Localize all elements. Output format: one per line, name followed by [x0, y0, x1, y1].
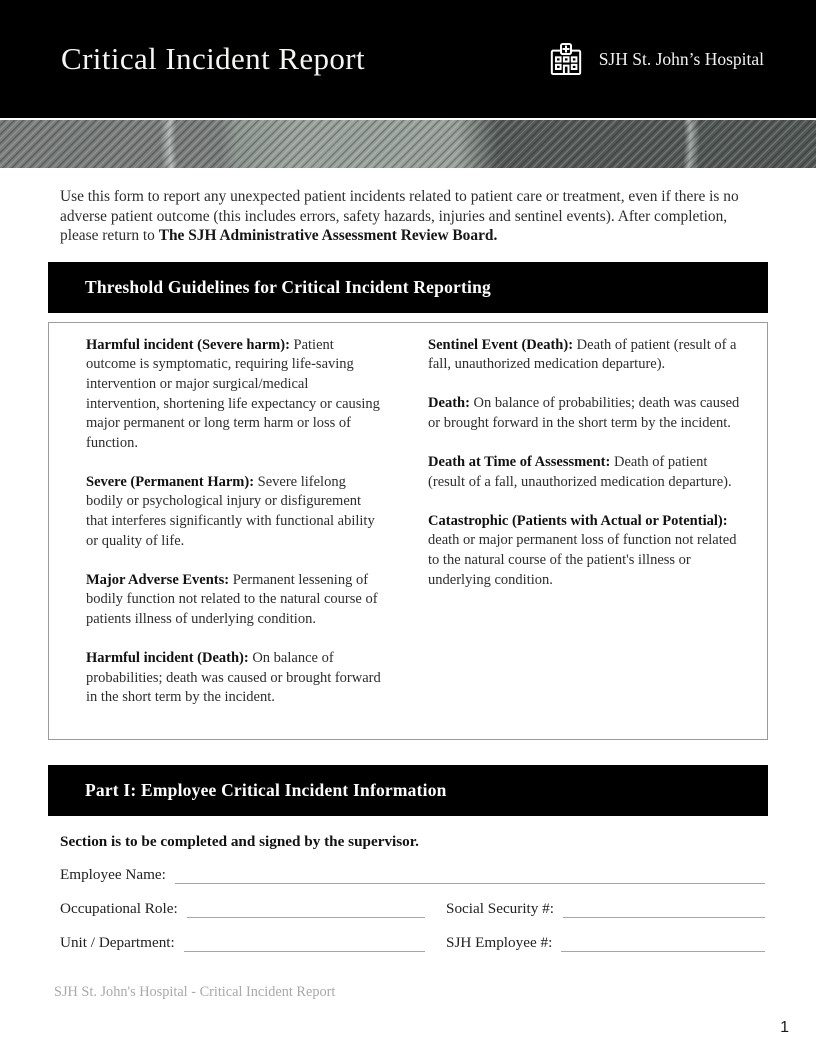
- guideline-definition: death or major permanent loss of function not related to the natural course of the patient's illness or underlying condition.: [428, 532, 737, 588]
- guidelines-section-banner: [48, 262, 768, 313]
- part1-section-title: Part I: Employee Critical Incident Information: [85, 779, 447, 800]
- occupational-role-field[interactable]: [187, 900, 425, 918]
- intro-paragraph: [60, 187, 763, 246]
- guidelines-section-title: Threshold Guidelines for Critical Incident Reporting: [85, 276, 491, 297]
- guideline-term: Severe (Permanent Harm):: [86, 473, 255, 490]
- role-ssn-row: [60, 897, 765, 918]
- guideline-item: [428, 394, 741, 433]
- guidelines-left-column: [86, 336, 383, 727]
- page-title: Critical Incident Report: [61, 41, 366, 76]
- employee-name-label: Employee Name:: [60, 865, 166, 883]
- guidelines-right-column: [428, 336, 741, 727]
- guideline-term: Death:: [428, 395, 470, 412]
- guideline-item: [428, 453, 741, 492]
- guideline-item: [86, 649, 383, 708]
- guideline-term: Harmful incident (Severe harm):: [86, 336, 290, 353]
- guideline-item: [428, 336, 741, 375]
- supervisor-note: Section is to be completed and signed by the supervisor.: [60, 832, 419, 850]
- occupational-role-label: Occupational Role:: [60, 899, 178, 917]
- social-security-label: Social Security #:: [446, 899, 554, 917]
- guideline-definition: Severe lifelong bodily or psychological injury or disfigurement that interferes significantly with functional ability or quality of life.: [86, 473, 375, 549]
- guideline-definition: Permanent lessening of bodily function not related to the natural course of patients illness of underlying condition.: [86, 571, 378, 627]
- unit-employee-row: [60, 931, 765, 952]
- guidelines-box: [48, 322, 768, 740]
- guideline-term: Harmful incident (Death):: [86, 650, 249, 666]
- unit-department-field[interactable]: [184, 934, 425, 952]
- guideline-term: Major Adverse Events:: [86, 571, 230, 588]
- employee-name-field[interactable]: [175, 866, 765, 884]
- guideline-definition: On balance of probabilities; death was caused or brought forward in the short term by the incident.: [428, 395, 740, 432]
- hospital-name: SJH St. John’s Hospital: [598, 48, 764, 69]
- intro-bold-text: The SJH Administrative Assessment Review Board.: [158, 227, 498, 245]
- guideline-item: [428, 512, 741, 590]
- page-number: 1: [780, 1019, 789, 1036]
- guideline-item: [86, 336, 383, 454]
- guideline-item: [86, 473, 383, 551]
- guideline-definition: On balance of probabilities; death was caused or brought forward in the short term by the incident.: [86, 650, 381, 706]
- guideline-definition: Death of patient (result of a fall, unauthorized medication departure).: [428, 336, 737, 373]
- sjh-employee-label: SJH Employee #:: [446, 933, 553, 951]
- guideline-term: Death at Time of Assessment:: [428, 454, 611, 471]
- guideline-definition: Death of patient (result of a fall, unauthorized medication departure).: [428, 454, 732, 490]
- social-security-field[interactable]: [563, 900, 765, 918]
- guideline-term: Catastrophic (Patients with Actual or Potential):: [428, 512, 728, 529]
- part1-section-banner: [48, 765, 768, 816]
- report-header: [0, 0, 816, 118]
- unit-department-label: Unit / Department:: [60, 933, 175, 951]
- guideline-item: [86, 571, 383, 630]
- sjh-employee-field[interactable]: [561, 934, 765, 952]
- guideline-term: Sentinel Event (Death):: [428, 336, 574, 353]
- fabric-texture-image: [0, 120, 816, 168]
- part1-form: [60, 863, 765, 952]
- employee-name-row: [60, 863, 765, 884]
- guideline-definition: Patient outcome is symptomatic, requiring life-saving intervention or major surgical/medical intervention, shortening life expectancy or causing major permanent or long term harm or loss of function.: [86, 336, 380, 451]
- hospital-brand: [546, 39, 764, 79]
- footer-title: SJH St. John's Hospital - Critical Incident Report: [54, 984, 336, 1000]
- intro-text: Use this form to report any unexpected patient incidents related to patient care or treatment, even if there is no adverse patient outcome (this includes errors, safety hazards, injuries and sentinel events). After completion, please return to: [60, 188, 739, 245]
- hospital-icon: [546, 39, 586, 79]
